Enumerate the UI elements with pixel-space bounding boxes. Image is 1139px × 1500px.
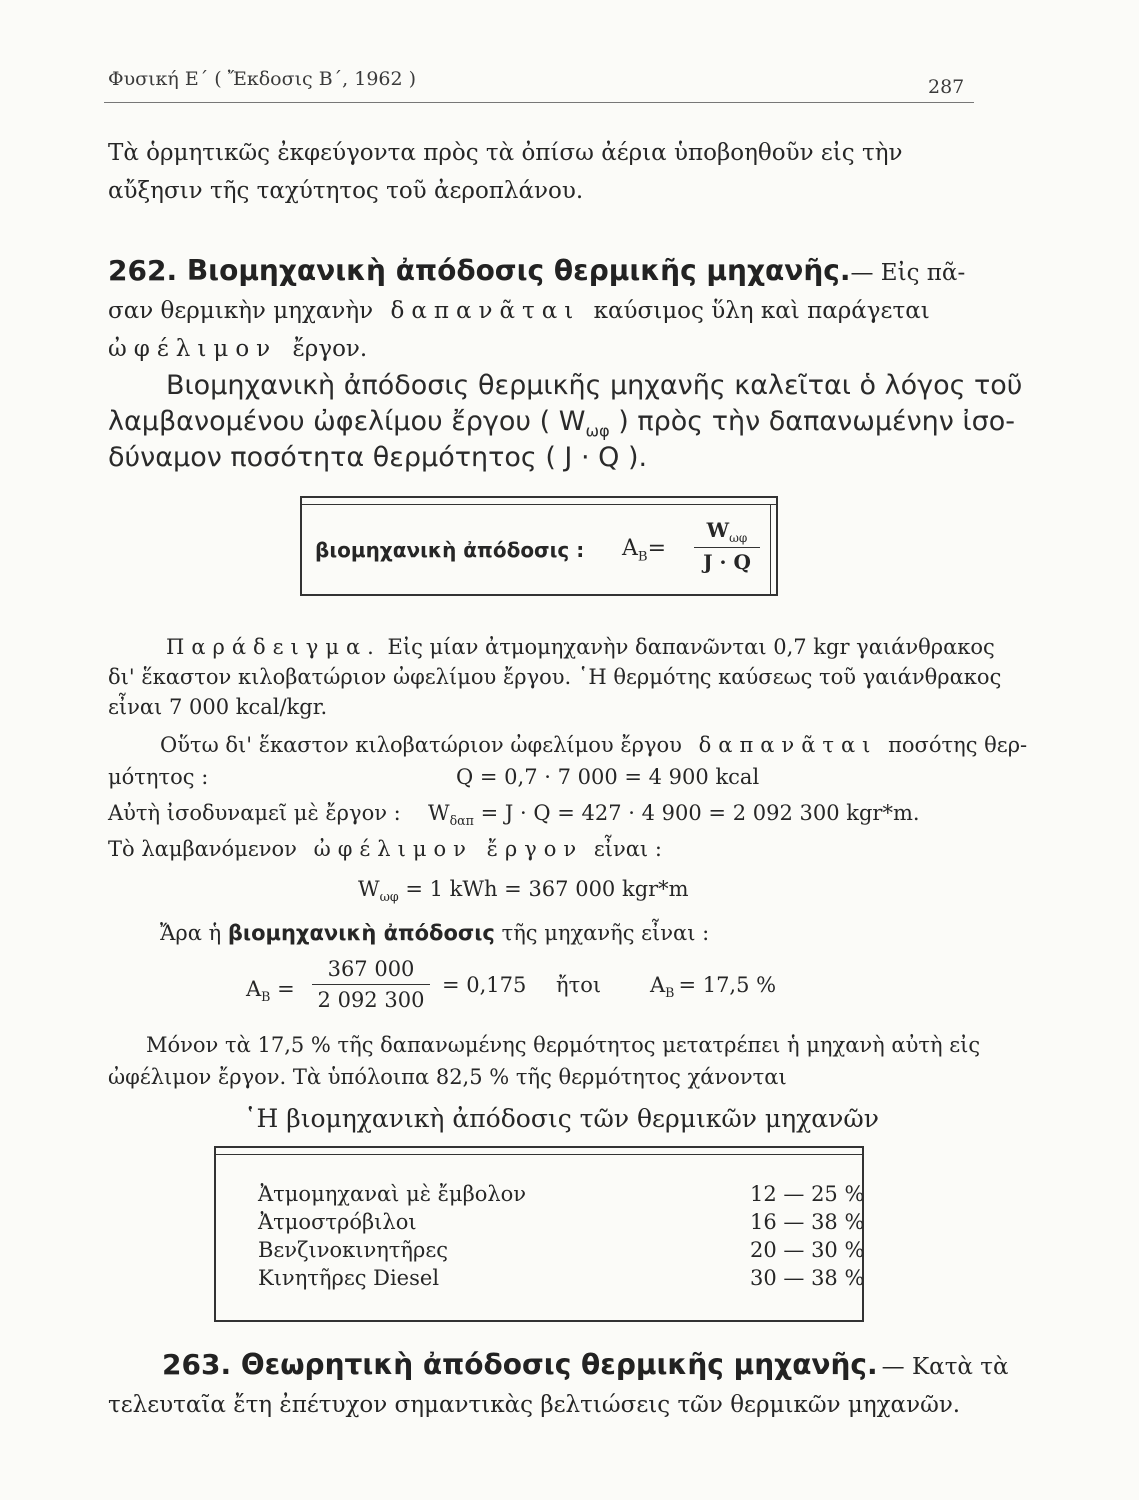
- definition-line-3: δύναμον ποσότητα θερμότητος ( J · Q ).: [108, 442, 648, 473]
- formula-lhs-A: A: [622, 536, 638, 561]
- intro-line-2: αὔξησιν τῆς ταχύτητος τοῦ ἀεροπλάνου.: [108, 178, 584, 204]
- section-262-line1-rest: — Εἰς πᾶ-: [850, 260, 966, 286]
- line8-sub: ωφ: [379, 889, 399, 905]
- row-value: 30 — 38 %: [750, 1266, 865, 1290]
- def-line2-sub: ωφ: [585, 421, 610, 441]
- spaced-word-ofelimon: ὠφέλιμον: [108, 336, 278, 362]
- table-row: [258, 1182, 865, 1206]
- calc-lhs: $A_B$ =: [246, 977, 295, 1005]
- calc-final-sub: B: [665, 985, 675, 1001]
- section-262-title: 262. Βιομηχανικὴ ἀπόδοσις θερμικῆς μηχανῆς.: [108, 254, 851, 287]
- table-row: [258, 1238, 865, 1262]
- example-line-2: δι' ἕκαστον κιλοβατώριον ὠφελίμου ἔργου. ῾Η θερμότης καύσεως τοῦ γαιάνθρακος: [108, 665, 1002, 689]
- calc-final-value: = 17,5 %: [678, 973, 777, 997]
- line2-b: καύσιμος ὕλη καὶ παράγεται: [593, 298, 930, 324]
- row-value: 12 — 25 %: [750, 1182, 865, 1206]
- example-line-1: [166, 632, 995, 662]
- line8-w: W: [358, 877, 380, 901]
- num-sub: ωφ: [729, 531, 748, 545]
- section-262-heading: [108, 254, 965, 288]
- row-name: Ἀτμομηχαναὶ μὲ ἔμβολον: [258, 1182, 527, 1206]
- calc-result: = 0,175: [442, 973, 527, 997]
- line9-bold: βιομηχανικὴ ἀπόδοσις: [227, 921, 495, 945]
- line9-b: τῆς μηχανῆς εἶναι :: [501, 921, 710, 945]
- example-line-5-equation: Q = 0,7 · 7 000 = 4 900 kcal: [456, 765, 760, 789]
- definition-line-1: Βιομηχανικὴ ἀπόδοσις θερμικῆς μηχανῆς καλεῖται ὁ λόγος τοῦ: [166, 370, 1023, 401]
- line6-sub: δαπ: [449, 813, 474, 829]
- box-top-outer: [300, 496, 778, 498]
- spaced-word-dapanatai: δαπανᾶται: [390, 298, 581, 324]
- example-line-7: [108, 834, 662, 864]
- box-right-inner: [770, 504, 771, 594]
- formula-eq: =: [647, 536, 667, 561]
- running-header: Φυσική Ε΄ ( Ἔκδοσις Β΄, 1962 ): [108, 68, 417, 90]
- section-263-heading: [162, 1348, 1009, 1382]
- calc-final-A: A: [650, 973, 666, 997]
- def-line2-a: λαμβανομένου ὠφελίμου ἔργου ( W: [108, 406, 586, 437]
- row-name: Βενζινοκινητῆρες: [258, 1238, 448, 1262]
- calc-fraction: [312, 956, 430, 1013]
- line3-b: ἔργον.: [292, 336, 368, 362]
- formula-lhs: [622, 536, 666, 564]
- line4-spaced: δαπανᾶται: [698, 733, 878, 757]
- example-line-10: Μόνον τὰ 17,5 % τῆς δαπανωμένης θερμότητος μετατρέπει ἡ μηχανὴ αὐτὴ εἰς: [146, 1033, 981, 1057]
- formula-fraction: [694, 518, 760, 574]
- table-title: ῾Η βιομηχανικὴ ἀπόδοσις τῶν θερμικῶν μηχανῶν: [244, 1104, 879, 1133]
- formula-label: βιομηχανικὴ ἀπόδοσις :: [315, 538, 585, 562]
- example-line-8-equation: [358, 874, 689, 912]
- calc-lhs-sub: B: [261, 989, 271, 1005]
- calc-lhs-A: A: [246, 977, 262, 1001]
- line7-b: εἶναι :: [593, 837, 662, 861]
- calc-fraction-bar: [312, 984, 430, 985]
- page-number: 287: [928, 76, 965, 98]
- table-top: [214, 1146, 864, 1148]
- example-line-5a: μότητος :: [108, 765, 209, 789]
- line8-eq: = 1 kWh = 367 000 kgr*m: [398, 877, 689, 901]
- row-name: Κινητῆρες Diesel: [258, 1266, 440, 1290]
- box-left: [300, 496, 302, 596]
- calc-denominator: 2 092 300: [317, 988, 425, 1012]
- example-line-11: ὠφέλιμον ἔργον. Τὰ ὑπόλοιπα 82,5 % τῆς θερμότητος χάνονται: [108, 1065, 787, 1089]
- line4-a: Οὕτω δι' ἕκαστον κιλοβατώριον ὠφελίμου ἔργου: [160, 733, 682, 757]
- table-row: [258, 1210, 865, 1234]
- calc-numerator: 367 000: [327, 957, 415, 981]
- line9-a: Ἄρα ἡ: [160, 921, 222, 945]
- table-right: [862, 1146, 864, 1322]
- example-line1-rest: Εἰς μίαν ἀτμομηχανὴν δαπανῶνται 0,7 kgr γαιάνθρακος: [387, 635, 995, 659]
- def-line2-b: ) πρὸς τὴν δαπανωμένην ἰσο-: [609, 406, 1015, 437]
- formula-numerator: [694, 518, 760, 545]
- section-263-line-2: τελευταῖα ἔτη ἐπέτυχον σημαντικὰς βελτιώσεις τῶν θερμικῶν μηχανῶν.: [108, 1392, 961, 1418]
- example-word: Παράδειγμα.: [166, 635, 381, 659]
- box-right: [776, 496, 778, 596]
- section-262-line-2: [108, 296, 930, 326]
- box-top-inner: [300, 504, 778, 505]
- example-line-6-equation: [428, 798, 920, 836]
- line7-a: Τὸ λαμβανόμενον: [108, 837, 297, 861]
- intro-line-1: Τὰ ὁρμητικῶς ἐκφεύγοντα πρὸς τὰ ὀπίσω ἀέρια ὑποβοηθοῦν εἰς τὴν: [108, 140, 903, 166]
- example-line-6a: Αὐτὴ ἰσοδυναμεῖ μὲ ἔργον :: [108, 801, 401, 825]
- table-left: [214, 1146, 216, 1322]
- section-263-title: 263. Θεωρητικὴ ἀπόδοσις θερμικῆς μηχανῆς.: [162, 1348, 878, 1381]
- calc-final: [650, 970, 776, 1008]
- table-top-inner: [214, 1154, 864, 1155]
- table-bottom: [214, 1320, 864, 1322]
- header-rule: [104, 102, 974, 103]
- calc-word: ἤτοι: [556, 973, 602, 997]
- table-row: [258, 1266, 865, 1290]
- example-line-4: [160, 730, 1027, 760]
- fraction-bar: [694, 547, 760, 548]
- section-263-line1-rest: — Κατὰ τὰ: [881, 1354, 1009, 1380]
- line6-eq: = J · Q = 427 · 4 900 = 2 092 300 kgr*m.: [473, 801, 920, 825]
- line6-w: W: [428, 801, 450, 825]
- example-line-3: εἶναι 7 000 kcal/kgr.: [108, 695, 328, 719]
- example-line-9: [160, 918, 709, 948]
- formula-lhs-sub: B: [637, 549, 648, 565]
- line4-b: ποσότης θερ-: [888, 733, 1028, 757]
- box-bottom: [300, 594, 778, 596]
- formula-denominator: J · Q: [703, 550, 751, 574]
- row-value: 16 — 38 %: [750, 1210, 865, 1234]
- num-W: W: [706, 518, 730, 542]
- line7-spaced: ὠφέλιμον ἔργον: [313, 837, 584, 861]
- line2-a: σαν θερμικὴν μηχανὴν: [108, 298, 374, 324]
- row-name: Ἀτμοστρόβιλοι: [258, 1210, 417, 1234]
- row-value: 20 — 30 %: [750, 1238, 865, 1262]
- section-262-line-3: [108, 334, 367, 364]
